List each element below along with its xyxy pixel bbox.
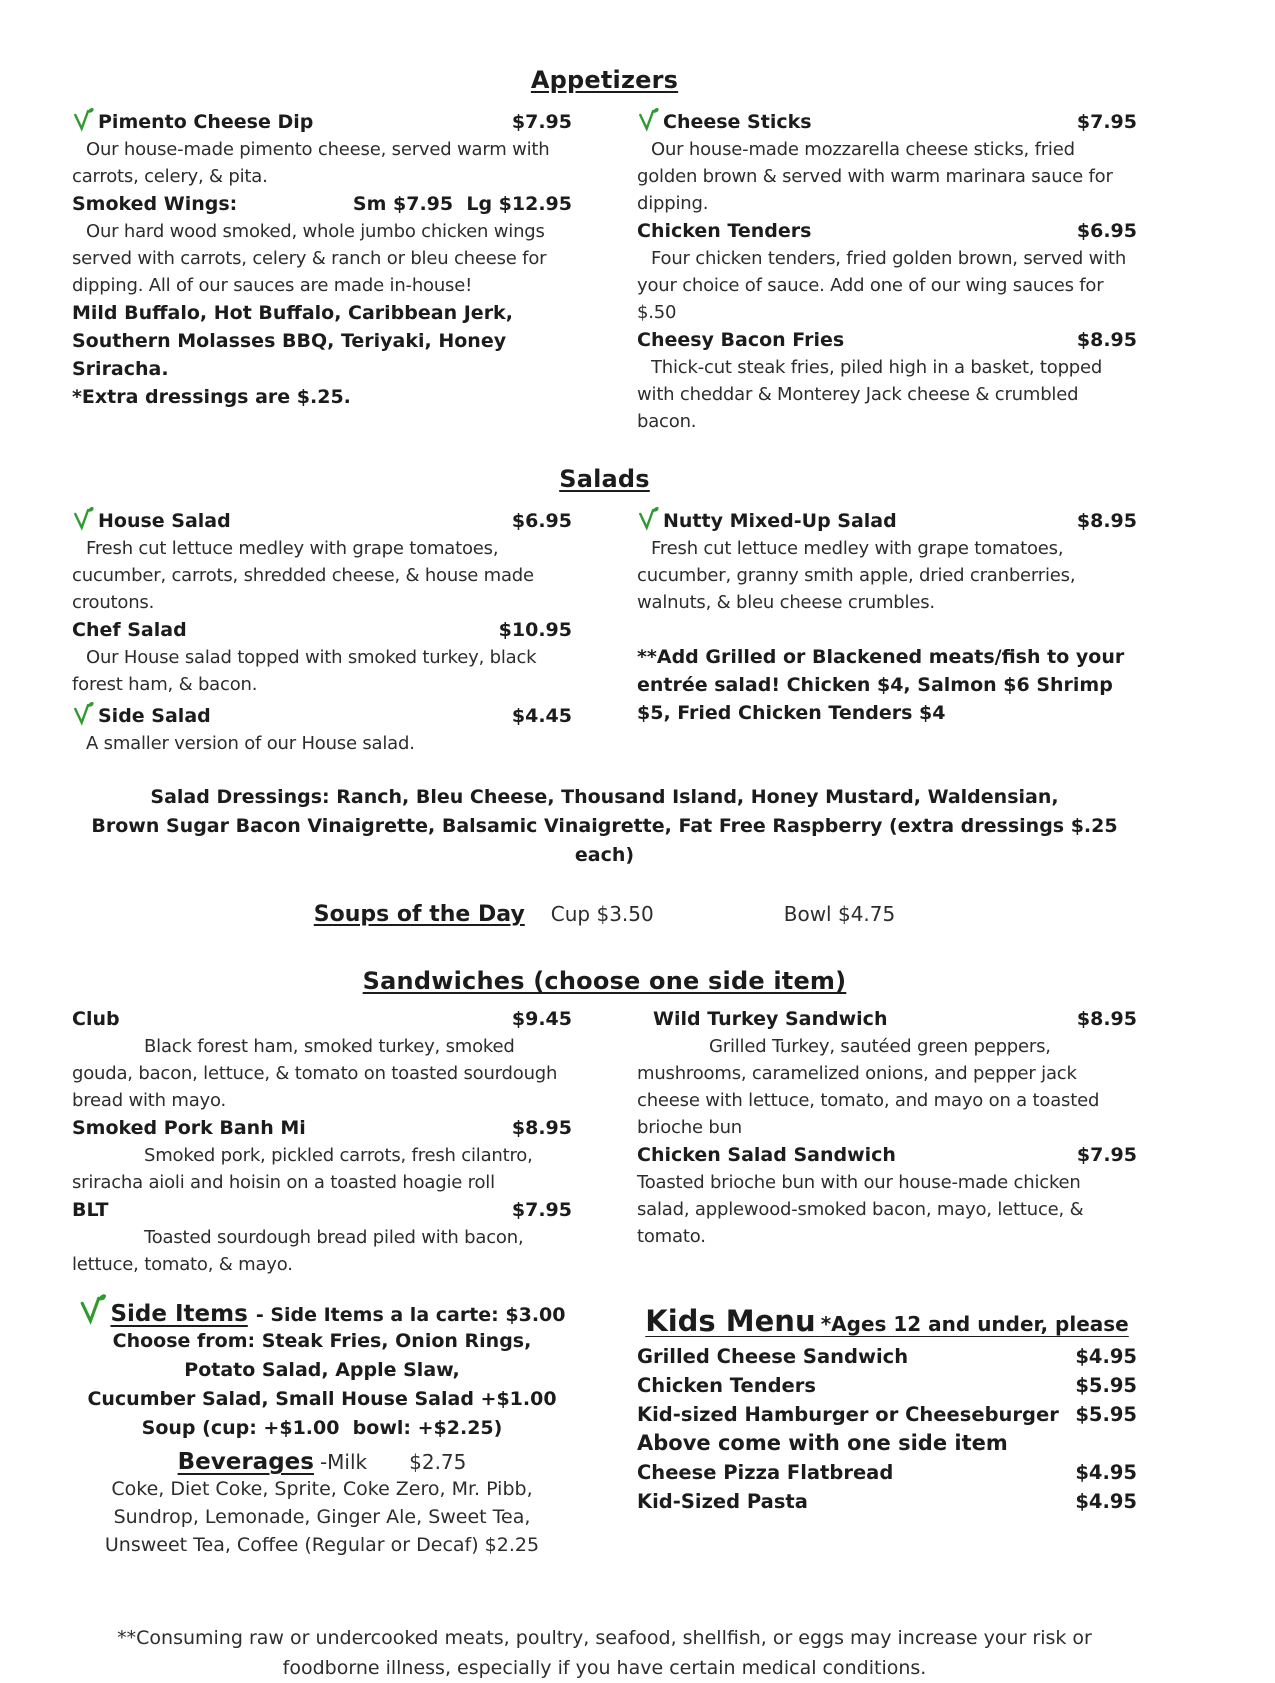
item-description: A smaller version of our House salad. <box>86 733 415 754</box>
extra-dressings-note: *Extra dressings are $.25. <box>72 386 351 408</box>
item-name: Grilled Cheese Sandwich <box>637 1345 909 1368</box>
bottom-columns <box>72 1290 1137 1559</box>
beverage-milk: -Milk <box>319 1450 368 1474</box>
section-title-sandwiches: Sandwiches (choose one side item) <box>362 967 847 995</box>
appetizers-right-column <box>637 104 1137 435</box>
item-description: Black forest ham, smoked turkey, smoked gouda, bacon, lettuce, & tomato on toasted sourdough bread with mayo. <box>72 1036 558 1111</box>
menu-item-house-salad <box>72 503 572 616</box>
item-description: Our hard wood smoked, whole jumbo chicken wings served with carrots, celery & ranch or bleu cheese for dipping. All of our sauces are made in-house! <box>72 221 547 296</box>
item-name: Wild Turkey Sandwich <box>653 1008 888 1030</box>
item-price: $6.95 <box>1076 220 1137 242</box>
consumer-advisory <box>72 1623 1137 1683</box>
item-description: Toasted sourdough bread piled with bacon, lettuce, tomato, & mayo. <box>72 1227 524 1275</box>
item-price: Sm $7.95 Lg $12.95 <box>352 193 572 215</box>
item-name: BLT <box>72 1199 109 1221</box>
item-price: $4.95 <box>1075 1490 1137 1513</box>
vegetarian-icon <box>72 506 93 530</box>
menu-item-wild-turkey-sandwich <box>637 1005 1137 1141</box>
side-items-line: Choose from: Steak Fries, Onion Rings, <box>112 1330 532 1352</box>
kids-item-grilled-cheese <box>637 1342 1137 1371</box>
item-name: Chef Salad <box>72 619 187 641</box>
side-items-line: Potato Salad, Apple Slaw, <box>184 1359 460 1381</box>
item-price: $6.95 <box>511 510 572 532</box>
item-name: Smoked Wings: <box>72 193 238 215</box>
menu-item-chicken-salad-sandwich <box>637 1141 1137 1250</box>
vegetarian-icon <box>637 506 658 530</box>
item-description: Fresh cut lettuce medley with grape tomatoes, cucumber, carrots, shredded cheese, & house made croutons. <box>72 538 534 613</box>
soup-bowl-price: Bowl $4.75 <box>783 902 896 926</box>
kids-menu-column <box>637 1290 1137 1559</box>
menu-item-chef-salad <box>72 616 572 698</box>
kids-item-cheese-pizza-flatbread <box>637 1458 1137 1487</box>
menu-item-smoked-wings <box>72 190 572 299</box>
kids-item-hamburger <box>637 1400 1137 1429</box>
salads-left-column <box>72 503 572 757</box>
beverage-milk-price: $2.75 <box>409 1450 467 1474</box>
menu-item-side-salad <box>72 698 572 757</box>
vegetarian-icon <box>637 107 658 131</box>
item-price: $8.95 <box>511 1117 572 1139</box>
side-items-a-la-carte: - Side Items a la carte: $3.00 <box>255 1304 566 1326</box>
item-name: Chicken Salad Sandwich <box>637 1144 896 1166</box>
item-name: Pimento Cheese Dip <box>98 111 314 133</box>
item-price: $4.95 <box>1075 1345 1137 1368</box>
menu-item-smoked-pork-banh-mi <box>72 1114 572 1196</box>
beverages-header <box>72 1449 572 1475</box>
appetizers-left-column <box>72 104 572 435</box>
menu-item-cheese-sticks <box>637 104 1137 217</box>
item-description: Toasted brioche bun with our house-made chicken salad, applewood-smoked bacon, mayo, lettuce, & tomato. <box>637 1172 1084 1247</box>
vegetarian-icon <box>78 1293 105 1324</box>
item-description: Fresh cut lettuce medley with grape tomatoes, cucumber, granny smith apple, dried cranberries, walnuts, & bleu cheese crumbles. <box>637 538 1076 613</box>
item-name: Cheese Sticks <box>663 111 812 133</box>
menu-item-cheesy-bacon-fries <box>637 326 1137 435</box>
item-description: Four chicken tenders, fried golden brown, served with your choice of sauce. Add one of our wing sauces for $.50 <box>637 248 1127 323</box>
menu-item-club <box>72 1005 572 1114</box>
side-items-title: Side Items <box>110 1301 248 1327</box>
sandwiches-right-column <box>637 1005 1137 1278</box>
item-price: $5.95 <box>1075 1374 1137 1397</box>
side-items-line: Cucumber Salad, Small House Salad +$1.00 <box>87 1388 557 1410</box>
beverages-title: Beverages <box>177 1449 314 1475</box>
item-name: Kid-sized Hamburger or Cheeseburger <box>637 1403 1059 1426</box>
kids-menu-header <box>637 1304 1137 1338</box>
item-price: $7.95 <box>511 1199 572 1221</box>
item-name: Nutty Mixed-Up Salad <box>663 510 897 532</box>
item-price: $10.95 <box>498 619 572 641</box>
appetizers-columns <box>72 104 1137 435</box>
section-title-appetizers: Appetizers <box>530 66 679 94</box>
item-name: Chicken Tenders <box>637 220 812 242</box>
item-price: $7.95 <box>1076 111 1137 133</box>
consumer-advisory-line1: **Consuming raw or undercooked meats, poultry, seafood, shellfish, or eggs may increase your risk or <box>117 1627 1092 1649</box>
salads-columns <box>72 503 1137 757</box>
item-name: Cheesy Bacon Fries <box>637 329 845 351</box>
wing-sauces-note: Mild Buffalo, Hot Buffalo, Caribbean Jerk, Southern Molasses BBQ, Teriyaki, Honey Sriracha. <box>72 302 513 380</box>
item-price: $4.45 <box>511 705 572 727</box>
item-description: Grilled Turkey, sautéed green peppers, mushrooms, caramelized onions, and pepper jack cheese with lettuce, tomato, and mayo on a toasted brioche bun <box>637 1036 1100 1138</box>
salad-dressings-note <box>72 783 1137 870</box>
salad-dressings-line1: Salad Dressings: Ranch, Bleu Cheese, Thousand Island, Honey Mustard, Waldensian, <box>150 786 1059 808</box>
consumer-advisory-line2: foodborne illness, especially if you have certain medical conditions. <box>282 1657 927 1679</box>
beverages-line: Coke, Diet Coke, Sprite, Coke Zero, Mr. Pibb, <box>111 1478 533 1500</box>
item-price: $8.95 <box>1076 510 1137 532</box>
salad-dressings-line2: Brown Sugar Bacon Vinaigrette, Balsamic Vinaigrette, Fat Free Raspberry (extra dressings $.25 each) <box>91 815 1118 866</box>
item-description: Our House salad topped with smoked turkey, black forest ham, & bacon. <box>72 647 537 695</box>
sandwiches-columns <box>72 1005 1137 1278</box>
item-name: Side Salad <box>98 705 211 727</box>
item-description: Smoked pork, pickled carrots, fresh cilantro, sriracha aioli and hoisin on a toasted hoagie roll <box>72 1145 533 1193</box>
item-name: Club <box>72 1008 120 1030</box>
item-description: Our house-made pimento cheese, served warm with carrots, celery, & pita. <box>72 139 550 187</box>
item-name: Chicken Tenders <box>637 1374 817 1397</box>
note-text: Above come with one side item <box>637 1431 1008 1455</box>
item-name: House Salad <box>98 510 231 532</box>
spacer <box>637 616 1137 643</box>
kids-item-chicken-tenders <box>637 1371 1137 1400</box>
vegetarian-icon <box>72 107 93 131</box>
item-price: $9.45 <box>511 1008 572 1030</box>
beverages-line: Sundrop, Lemonade, Ginger Ale, Sweet Tea, <box>113 1506 531 1528</box>
item-price: $5.95 <box>1075 1403 1137 1426</box>
salads-right-column <box>637 503 1137 757</box>
sides-beverages-column <box>72 1290 572 1559</box>
item-name: Smoked Pork Banh Mi <box>72 1117 306 1139</box>
menu-item-blt <box>72 1196 572 1278</box>
section-title-salads: Salads <box>559 465 650 493</box>
menu-item-pimento-cheese-dip <box>72 104 572 190</box>
item-name: Kid-Sized Pasta <box>637 1490 808 1513</box>
soups-title: Soups of the Day <box>313 902 525 927</box>
beverages-line: Unsweet Tea, Coffee (Regular or Decaf) $2.25 <box>104 1534 540 1556</box>
soups-of-the-day <box>72 902 1137 927</box>
kids-menu-subtitle: *Ages 12 and under, please <box>820 1312 1129 1336</box>
kids-item-pasta <box>637 1487 1137 1516</box>
menu-item-nutty-mixed-up-salad <box>637 503 1137 616</box>
item-price: $8.95 <box>1076 329 1137 351</box>
side-items-header <box>72 1290 572 1327</box>
item-name: Cheese Pizza Flatbread <box>637 1461 894 1484</box>
menu-item-chicken-tenders <box>637 217 1137 326</box>
item-price: $4.95 <box>1075 1461 1137 1484</box>
item-price: $7.95 <box>1076 1144 1137 1166</box>
item-description: Thick-cut steak fries, piled high in a basket, topped with cheddar & Monterey Jack cheese & crumbled bacon. <box>637 357 1103 432</box>
kids-side-item-note <box>637 1429 1137 1458</box>
add-protein-note: **Add Grilled or Blackened meats/fish to your entrée salad! Chicken $4, Salmon $6 Shrimp $5, Fried Chicken Tenders $4 <box>637 646 1125 724</box>
item-price: $8.95 <box>1076 1008 1137 1030</box>
sandwiches-left-column <box>72 1005 572 1278</box>
side-items-line: Soup (cup: +$1.00 bowl: +$2.25) <box>141 1417 503 1439</box>
item-price: $7.95 <box>511 111 572 133</box>
item-description: Our house-made mozzarella cheese sticks, fried golden brown & served with warm marinara sauce for dipping. <box>637 139 1113 214</box>
kids-menu-title: Kids Menu <box>645 1304 816 1338</box>
vegetarian-icon <box>72 701 93 725</box>
soup-cup-price: Cup $3.50 <box>550 902 654 926</box>
